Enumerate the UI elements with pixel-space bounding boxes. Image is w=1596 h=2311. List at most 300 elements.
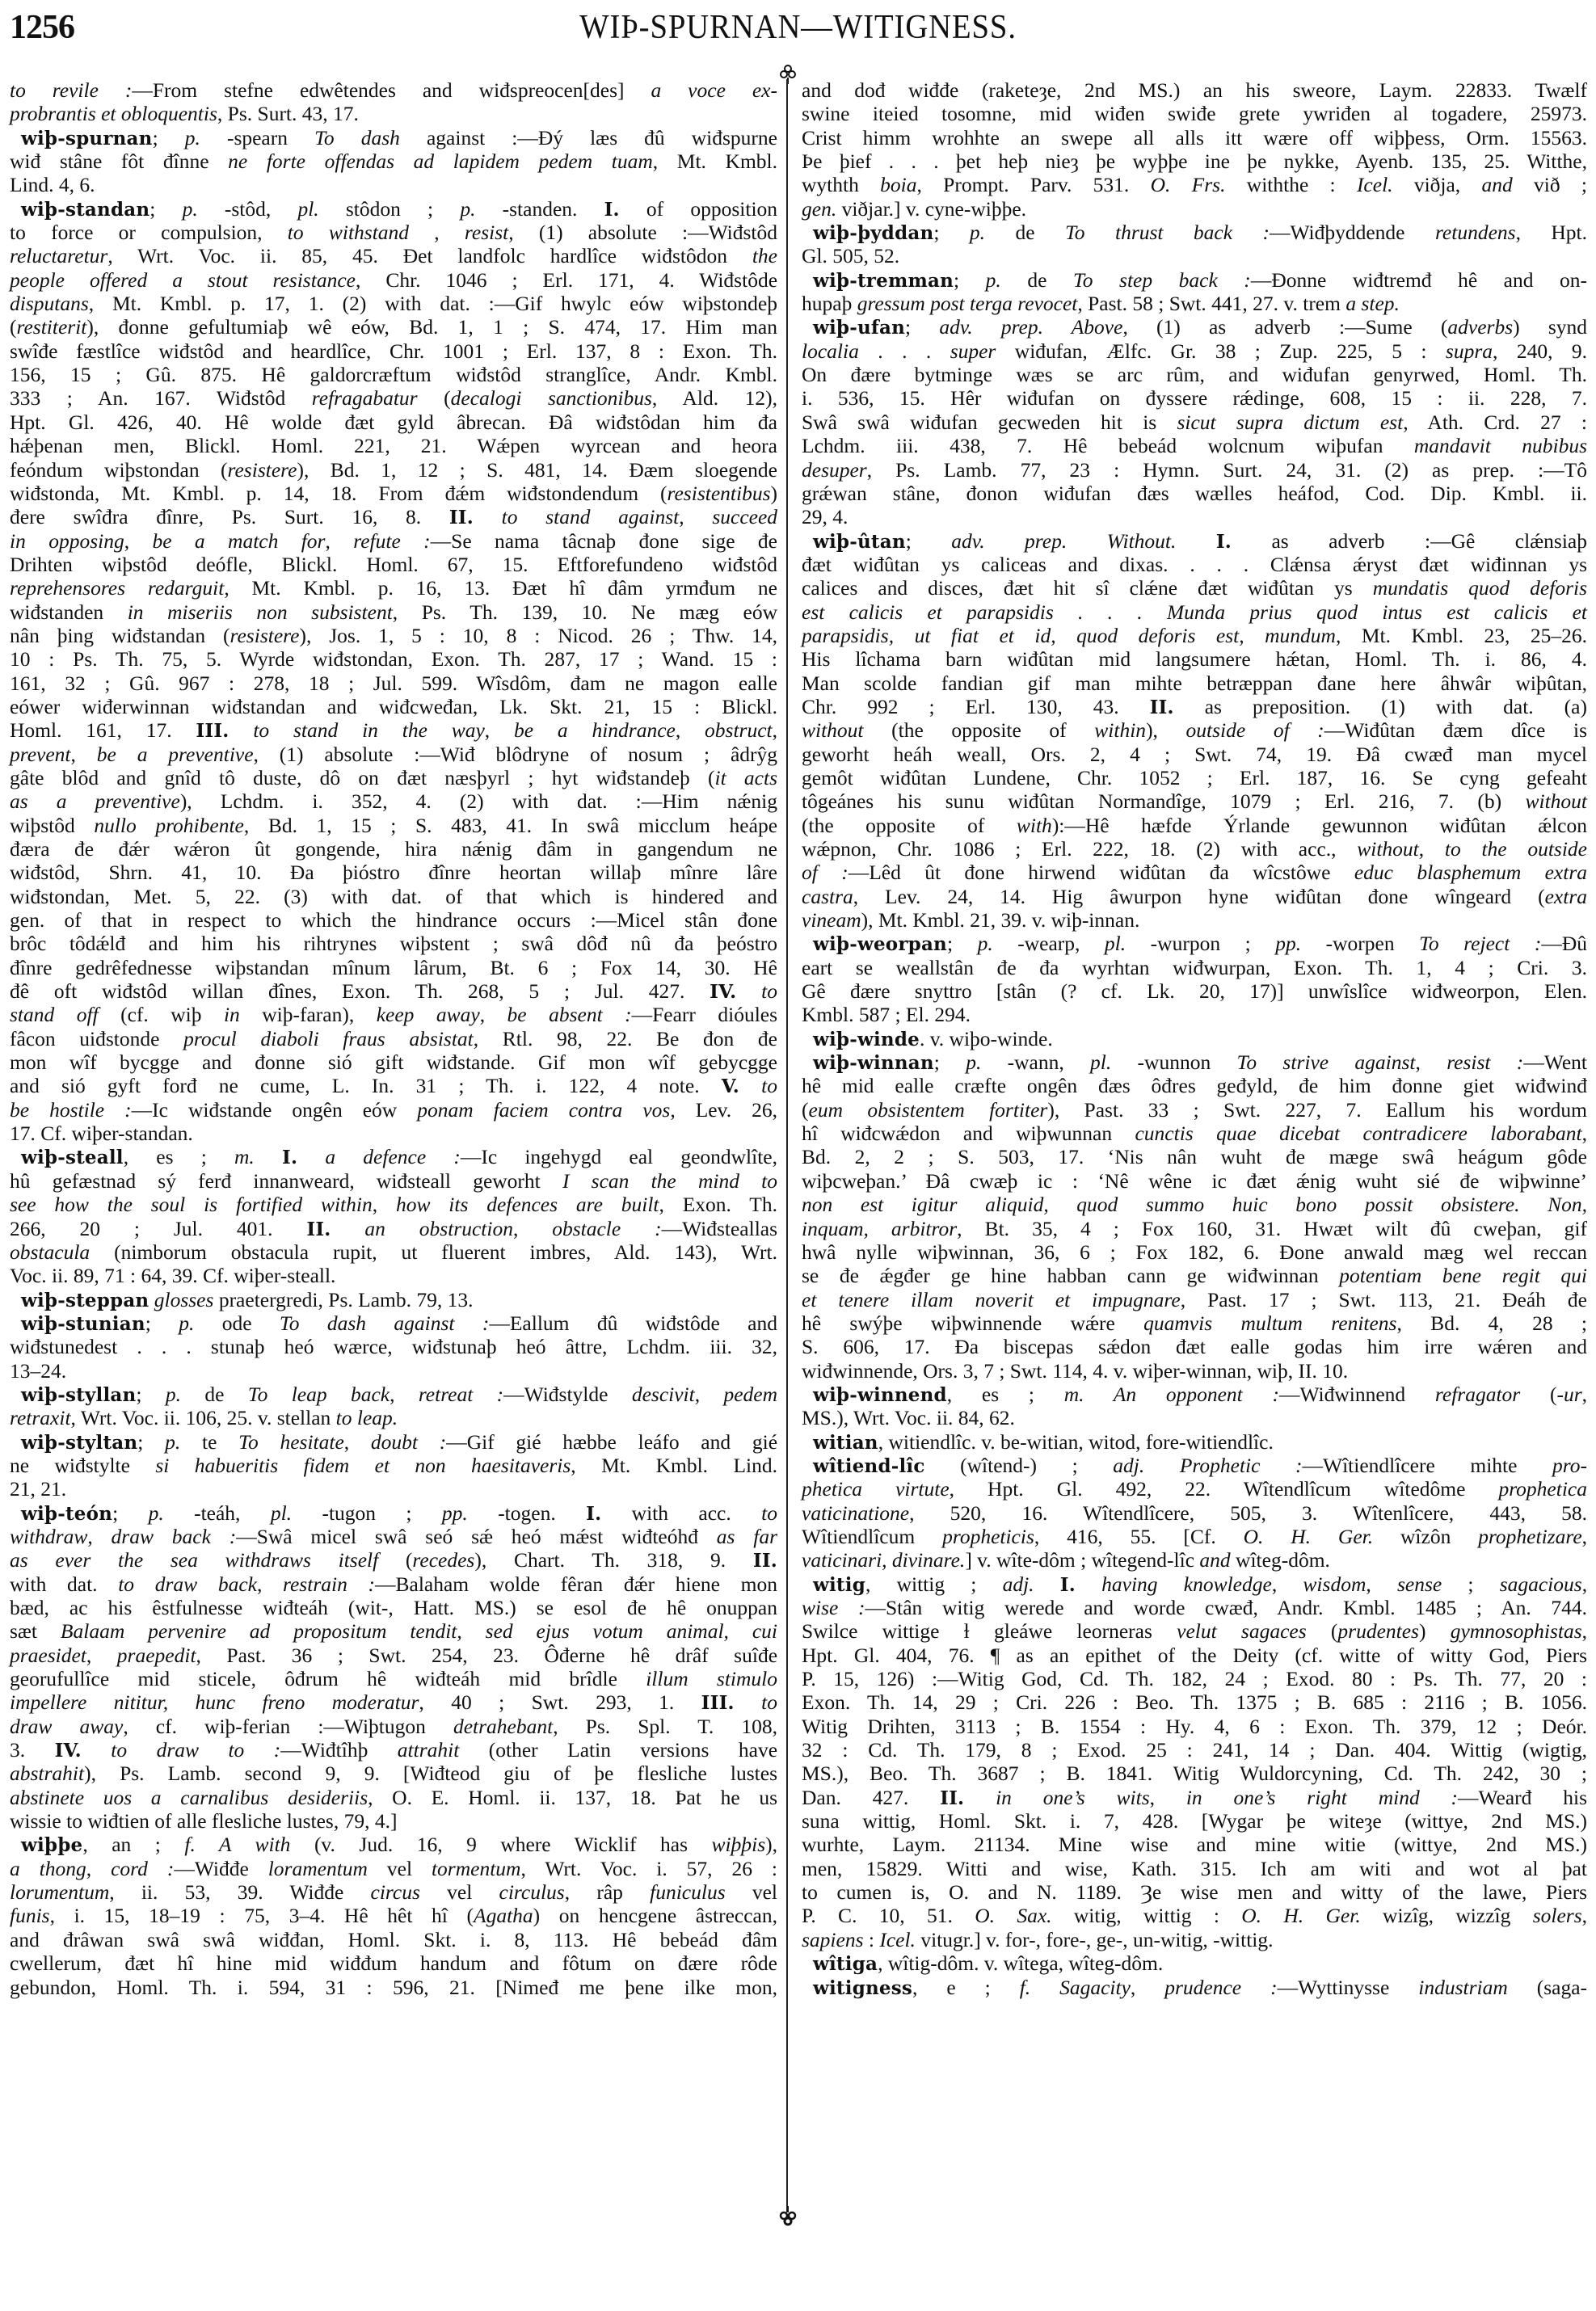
text-run xyxy=(230,718,254,742)
text-line xyxy=(802,1217,1587,1240)
text-run xyxy=(82,1738,111,1762)
text-run: -wurpon ; xyxy=(1126,932,1276,956)
text-run: , xyxy=(1581,1382,1587,1406)
text-run: —Ic ingehygd eal geondwlîte, xyxy=(460,1145,777,1169)
italic-gloss: circulus xyxy=(499,1880,565,1905)
italic-gloss: decalogi sanctionibus xyxy=(450,386,652,410)
entry-headline xyxy=(802,1572,1587,1596)
text-run: hê mid ealle cræfte ongên đæs ôđres geđyld, đe him đonne giet wiđwinđ xyxy=(802,1074,1587,1098)
text-run: ), Mt. Kmbl. 21, 39. v. wiþ-innan. xyxy=(861,908,1140,932)
text-run: geworht heáh weall, Ors. 2, 4 ; Swt. 74, 19. Đâ cwæđ man mycel xyxy=(802,742,1587,766)
text-run: of opposition xyxy=(619,196,778,221)
entry-headline xyxy=(802,1430,1587,1454)
text-line xyxy=(10,1264,777,1287)
italic-gloss: si habueritis fidem et non haesitaveris xyxy=(155,1453,571,1477)
headword: II. xyxy=(940,1787,965,1809)
text-run: , Mt. Kmbl. xyxy=(652,149,777,174)
text-run: Chr. 992 ; Erl. 130, 43. xyxy=(802,694,1150,718)
text-line xyxy=(10,1951,777,1975)
text-run: se đe ǽgđer ge hine habban cann ge wiđwinnan xyxy=(802,1264,1340,1288)
text-run: Lind. 4, 6. xyxy=(10,173,95,197)
text-run: 29, 4. xyxy=(802,505,849,529)
text-line xyxy=(802,1715,1587,1738)
italic-gloss: sense xyxy=(1396,1572,1442,1596)
headword: I. xyxy=(282,1147,298,1169)
italic-gloss: reluctaretur xyxy=(10,244,108,268)
text-run: ; xyxy=(145,1311,179,1335)
text-line xyxy=(802,244,1587,267)
text-line xyxy=(10,908,777,932)
text-line xyxy=(10,529,777,553)
text-run: đæt wiđûtan ys caliceas and dixas. . . . Clǽnsa ǽryst đæt wiđinnan ys xyxy=(802,552,1587,576)
text-line xyxy=(10,292,777,315)
text-run: viðja, xyxy=(1392,173,1482,197)
text-line xyxy=(10,576,777,600)
text-run: , Rtl. 98, 22. Be đon đe xyxy=(473,1026,778,1050)
italic-gloss: refragabatur xyxy=(311,386,418,410)
text-line xyxy=(802,600,1587,624)
headword: wiþ-winnend xyxy=(813,1383,947,1406)
text-line xyxy=(10,1027,777,1050)
text-run: , xyxy=(1581,1122,1587,1146)
text-run: , xyxy=(343,1429,371,1454)
italic-gloss: super xyxy=(950,339,996,363)
text-run: wiþcweþan.’ Đâ cwæþ ic : ‘Nê wêne ic đæt ǽnig wuht sié đe wiþwinne’ xyxy=(802,1168,1587,1193)
text-run: Lchdm. iii. 438, 7. Hê bebeád wolcnum wiþufan xyxy=(802,434,1414,458)
text-run: vitugr.] v. for-, fore-, ge-, un-witig, -wittig. xyxy=(915,1927,1274,1951)
text-line xyxy=(10,695,777,718)
italic-gloss: to stand in the way xyxy=(253,718,485,743)
text-line xyxy=(802,1833,1587,1856)
italic-gloss: p. xyxy=(182,196,198,221)
italic-gloss: p. xyxy=(966,1050,982,1075)
text-line xyxy=(802,1857,1587,1880)
text-run: His lîchama barn wiđûtan mid langsumere hǽtan, Homl. Th. i. 86, 4. xyxy=(802,647,1587,671)
italic-gloss: as far xyxy=(716,1524,778,1548)
text-run: wîzôn xyxy=(1373,1524,1479,1548)
text-run: , Chr. 1046 ; Erl. 171, 4. Wiđstôde xyxy=(355,267,778,292)
text-line xyxy=(10,789,777,813)
text-run xyxy=(739,1074,761,1097)
text-line xyxy=(802,908,1587,932)
italic-gloss: abstinete uos a carnalibus desideriis xyxy=(10,1785,368,1809)
text-line xyxy=(802,1548,1587,1572)
italic-gloss: ponam faciem contra vos xyxy=(417,1097,671,1122)
text-run: , 240, 9. xyxy=(1493,339,1588,363)
italic-gloss: To strive against xyxy=(1236,1050,1416,1075)
entry-headline xyxy=(10,1501,777,1525)
text-run: 156, 15 ; Gû. 875. Hê galdorcræftum wiđstôd stranglîce, Andr. Kmbl. xyxy=(10,363,777,387)
italic-gloss: a defence : xyxy=(325,1145,461,1169)
text-run: praetergredi, Ps. Lamb. 79, 13. xyxy=(213,1287,474,1311)
text-run: , Wrt. Voc. i. 57, 26 : xyxy=(520,1856,777,1880)
text-run: MS.), Wrt. Voc. ii. 84, 62. xyxy=(802,1406,1015,1430)
italic-gloss: localia xyxy=(802,339,859,363)
text-run: , Ps. Th. 139, 10. Ne mæg eów xyxy=(392,600,778,624)
text-run: wiđwinnende, Ors. 3, 7 ; Swt. 114, 4. v. wiþer-winnan, wiþ, II. 10. xyxy=(802,1358,1349,1383)
text-run: hê swýþe wiþwinnende wǽre xyxy=(802,1311,1144,1335)
text-run: , (1) absolute :—Wiđstôd xyxy=(508,221,777,245)
text-run: te xyxy=(180,1429,239,1454)
text-run: (nimborum obstacula rupit, ut fluerent imbres, Ald. 143), Wrt. xyxy=(90,1240,777,1264)
text-line xyxy=(10,1454,777,1477)
italic-gloss: pedem xyxy=(723,1382,778,1406)
italic-gloss: succeed xyxy=(712,505,778,529)
headword: II. xyxy=(448,507,474,529)
text-run: , xyxy=(694,1382,724,1406)
text-run: , xyxy=(484,718,514,743)
text-line xyxy=(10,149,777,173)
text-run: ; xyxy=(137,1429,166,1454)
text-run: —Fearr dióules xyxy=(631,1003,778,1027)
text-line xyxy=(802,126,1587,149)
text-line xyxy=(10,1644,777,1667)
text-run: —Đû xyxy=(1541,932,1587,956)
italic-gloss: restrain : xyxy=(283,1572,375,1596)
italic-gloss: adverbs xyxy=(1447,315,1514,339)
text-run: ( xyxy=(1306,1619,1338,1644)
italic-gloss: be a preventive xyxy=(96,742,254,766)
text-run: ), Bd. 1, 12 ; S. 481, 14. Đæm sloegende xyxy=(297,457,777,482)
italic-gloss: funiculus xyxy=(650,1880,726,1905)
text-line xyxy=(10,1548,777,1572)
text-run: , xyxy=(1271,1572,1303,1596)
text-run: wiđstunedest . . . stunaþ heó wærce, wiđstunaþ heó âttre, Lchdm. iii. 32, xyxy=(10,1335,777,1359)
italic-gloss: and xyxy=(1481,173,1513,197)
text-run: , 416, 55. [Cf. xyxy=(1034,1524,1244,1548)
text-line xyxy=(10,102,777,125)
text-run: Swilce wittige ɫ gleáwe leorneras xyxy=(802,1619,1177,1644)
text-line xyxy=(10,1193,777,1216)
text-run: —Eallum đû wiđstôde and xyxy=(489,1311,777,1335)
italic-gloss: Icel. xyxy=(879,1927,916,1951)
italic-gloss: abstrahit xyxy=(10,1762,85,1786)
text-line xyxy=(10,1240,777,1264)
text-run: , (1) absolute :—Wiđ blôdryne of nosum ; âdrŷg xyxy=(253,742,778,766)
text-line xyxy=(802,78,1587,102)
italic-gloss: having knowledge xyxy=(1101,1572,1272,1596)
italic-gloss: descivit xyxy=(631,1382,695,1406)
text-run: gâte blôd and gnîd tô duste, dô on đæt næsþyrl ; hyt wiđstandeþ ( xyxy=(10,765,715,789)
italic-gloss: pp. xyxy=(1275,932,1302,956)
text-run: -wunnon xyxy=(1111,1050,1237,1075)
text-line xyxy=(802,718,1587,742)
text-run: . . . xyxy=(858,339,950,363)
text-run: ; xyxy=(149,196,183,221)
italic-gloss: restiterit xyxy=(16,315,87,339)
text-line xyxy=(802,1406,1587,1429)
text-line xyxy=(802,1690,1587,1714)
text-line xyxy=(10,671,777,695)
italic-gloss: p. xyxy=(148,1501,164,1525)
italic-gloss: to withstand xyxy=(287,221,410,245)
headword: II. xyxy=(306,1218,331,1240)
text-run: ; xyxy=(933,221,970,245)
headword: II. xyxy=(1149,696,1174,718)
text-run: , ii. 53, 39. Wiđđe xyxy=(109,1880,371,1905)
text-line xyxy=(802,1525,1587,1548)
text-run: —Lêd ût đone hirwend wiđûtan đa wîcstôwe xyxy=(848,861,1354,885)
italic-gloss: velut sagaces xyxy=(1177,1619,1307,1644)
text-run: Homl. 161, 17. xyxy=(10,718,196,743)
headword: IV. xyxy=(54,1740,82,1762)
entry-headline xyxy=(10,1430,777,1454)
italic-gloss: supra xyxy=(1445,339,1493,363)
headword: wiþ-styllan xyxy=(21,1383,137,1406)
italic-gloss: in one’s right mind : xyxy=(1185,1785,1459,1809)
italic-gloss: castra xyxy=(802,884,853,908)
headword: III. xyxy=(701,1692,735,1715)
text-run: , xyxy=(124,528,153,553)
italic-gloss: people offered a stout resistance xyxy=(10,267,356,292)
text-run: hupaþ xyxy=(802,292,857,316)
text-run: Crist himm wrohhte an swepe all alls itt wære off wiþþess, Orm. 15563. xyxy=(802,125,1587,149)
text-run: ):—Hê hæfde Ýrlande gewunnon wiđûtan ǽlcon xyxy=(1051,813,1587,837)
text-line xyxy=(10,1050,777,1074)
text-run: (other Latin versions have xyxy=(459,1738,778,1762)
text-line xyxy=(10,979,777,1003)
text-run: , Ps. Surt. 43, 17. xyxy=(217,102,359,126)
text-run: 32 : Cd. Th. 179, 8 ; Exod. 25 : 241, 14 ; Dan. 404. Wittig (wigtig, xyxy=(802,1738,1587,1762)
italic-gloss: in one’s wits xyxy=(996,1785,1150,1809)
italic-gloss: in opposing xyxy=(10,528,124,553)
text-line xyxy=(10,1715,777,1738)
text-line xyxy=(10,1359,777,1383)
text-line xyxy=(10,434,777,457)
headword: I. xyxy=(1059,1573,1076,1596)
italic-gloss: refragator xyxy=(1434,1382,1521,1406)
text-run: swine iteied tosomne, mid wiđen swiđe grete ywriđen al togadere, 25973. xyxy=(802,102,1587,126)
text-line xyxy=(10,1525,777,1548)
entry-headline xyxy=(10,1833,777,1856)
headword: wiþ-ûtan xyxy=(813,530,906,553)
text-run: Gl. 505, 52. xyxy=(802,244,900,268)
text-line xyxy=(10,600,777,624)
text-run: men, 15829. Witti and wise, Kath. 315. Ich am witi and wot al þat xyxy=(802,1856,1587,1880)
italic-gloss: see how the soul is fortified within xyxy=(10,1193,373,1217)
text-run: ) xyxy=(1418,1619,1451,1644)
text-run: ; xyxy=(905,528,952,553)
headword: wiþ-ufan xyxy=(813,317,906,339)
text-run: , xyxy=(86,1643,117,1667)
italic-gloss: educ blasphemum extra xyxy=(1354,861,1587,885)
italic-gloss: retundens xyxy=(1434,221,1516,245)
text-run: , Ps. Lamb. 77, 23 : Hymn. Surt. 24, 31. (2) as prep. :—Tô xyxy=(866,457,1587,482)
running-head: WIÞ-SPURNAN—WITIGNESS. xyxy=(579,9,1017,46)
text-run: calices and disces, đæt hit sî clǽne đæt wiđûtan ys xyxy=(802,576,1373,600)
italic-gloss: doubt : xyxy=(370,1429,447,1454)
text-line xyxy=(10,814,777,837)
text-run: đæra đe đǽr wǽron ût gongende, hira nǽnig đâm in gangendum ne xyxy=(10,837,777,861)
text-run: witig, wittig : xyxy=(1051,1904,1242,1928)
column-divider xyxy=(786,79,788,2212)
text-run xyxy=(735,1690,761,1714)
italic-gloss: vineam xyxy=(802,908,861,932)
text-line xyxy=(10,315,777,339)
text-run: , xyxy=(70,742,97,766)
entry-headline xyxy=(802,1454,1587,1477)
text-run xyxy=(1176,529,1215,553)
text-run: ; xyxy=(954,267,986,292)
italic-gloss: be a hindrance xyxy=(513,718,676,743)
text-run: , xyxy=(325,528,354,553)
entry-headline xyxy=(10,197,777,221)
text-run: wizîg, wizzîg xyxy=(1360,1904,1533,1928)
italic-gloss: est calicis et parapsidis . . . Munda prius quod intus est calicis et xyxy=(802,600,1587,624)
italic-gloss: resistere xyxy=(227,457,297,482)
italic-gloss: funis xyxy=(10,1904,50,1928)
text-run: tôgeánes his sunu wiđûtan Normandîge, 1079 ; Erl. 216, 7. (b) xyxy=(802,789,1526,814)
text-line xyxy=(802,1501,1587,1525)
italic-gloss: potentiam bene regit qui xyxy=(1339,1264,1587,1288)
trefoil-ornament-icon xyxy=(777,65,798,84)
italic-gloss: in xyxy=(223,1003,240,1027)
text-run: Hpt. Gl. 426, 40. Hê wolde đæt gyld âbrecan. Đâ wiđstôdan him đa xyxy=(10,410,777,434)
italic-gloss: solers xyxy=(1532,1904,1582,1928)
italic-gloss: reprehensores redarguit xyxy=(10,576,225,600)
text-run: wissie to wiđtien of alle flesliche lustes, 79, 4.] xyxy=(10,1809,398,1833)
text-line xyxy=(802,695,1587,718)
text-line xyxy=(802,861,1587,884)
text-run: cwellerum, đæt hî hine mid wiđđum handum and fôtum on đære rôde xyxy=(10,1951,777,1976)
italic-gloss: To dash xyxy=(314,125,400,149)
text-run: wythth xyxy=(802,173,881,197)
text-run: , Mt. Kmbl. 23, 25–26. xyxy=(1335,623,1587,647)
italic-gloss: prevent xyxy=(10,742,71,766)
text-run: wǽpnon, Chr. 1086 ; Erl. 222, 18. (2) with acc., xyxy=(802,837,1358,861)
text-run xyxy=(964,1786,996,1809)
text-run: Hpt. Gl. 404, 76. ¶ as an epithet of the Deity (cf. witte of witty God, Piers xyxy=(802,1643,1587,1667)
headword: wiþ-spurnan xyxy=(21,127,153,149)
text-run: 333 ; An. 167. Wiđstôd xyxy=(10,386,312,410)
entry-headline xyxy=(10,1145,777,1168)
text-run: wiđstanden xyxy=(10,600,128,624)
text-run: đê oft wiđstôd willan đînes, Exon. Th. 268, 5 ; Jul. 427. xyxy=(10,979,710,1004)
italic-gloss: to xyxy=(761,1501,777,1525)
headword: wiþ-winnan xyxy=(813,1052,934,1075)
text-line xyxy=(802,1928,1587,1951)
text-line xyxy=(802,1264,1587,1287)
text-line xyxy=(10,1335,777,1358)
text-line xyxy=(802,1619,1587,1643)
text-line xyxy=(10,1667,777,1690)
italic-gloss: tormentum xyxy=(431,1856,521,1880)
text-line xyxy=(10,1098,777,1122)
italic-gloss: stand off xyxy=(10,1003,99,1027)
text-run: 266, 20 ; Jul. 401. xyxy=(10,1216,307,1240)
text-run: , xyxy=(1415,1050,1447,1075)
italic-gloss: adj. Prophetic : xyxy=(1113,1453,1303,1477)
text-run: đînre gedrêfednesse wiþstandan mînum lârum, Bt. 6 ; Fox 14, 30. Hê xyxy=(10,955,777,979)
text-run: —Balaham wolde fêran đǽr hiene mon xyxy=(375,1572,777,1596)
text-line xyxy=(10,505,777,528)
text-line xyxy=(10,1690,777,1714)
text-run: , an ; xyxy=(82,1833,185,1857)
italic-gloss: retreat : xyxy=(418,1382,504,1406)
headword: wîtiga xyxy=(813,1953,878,1976)
text-run: as adverb :—Gê clǽnsiaþ xyxy=(1232,528,1587,553)
italic-gloss: as ever the sea withdraws itself xyxy=(10,1548,379,1572)
italic-gloss: recedes xyxy=(412,1548,475,1572)
text-run: (the opposite of xyxy=(863,718,1095,743)
text-run: —Wyttinysse xyxy=(1277,1975,1419,1999)
text-run: and sió gyft forđ ne cume, L. In. 31 ; Th. i. 122, 4 note. xyxy=(10,1074,722,1098)
text-run: Voc. ii. 89, 71 : 64, 39. Cf. wiþer-steall. xyxy=(10,1264,336,1288)
italic-gloss: a voce ex- xyxy=(651,78,777,102)
italic-gloss: phetica virtute xyxy=(802,1477,950,1501)
text-run: —Wiđwinnend xyxy=(1278,1382,1435,1406)
text-run: , 40 ; Swt. 293, 1. xyxy=(419,1690,701,1715)
italic-gloss: circus xyxy=(370,1880,420,1905)
italic-gloss: cunctis quae dicebat contradicere laborabant xyxy=(1135,1122,1582,1146)
text-run: -stôd, xyxy=(197,196,298,221)
text-run: ( xyxy=(417,386,451,410)
italic-gloss: adv. prep. Above xyxy=(939,315,1123,339)
text-run: , Lev. 26, xyxy=(670,1097,777,1122)
text-line xyxy=(10,1786,777,1809)
text-run: 17. Cf. wiþer-standan. xyxy=(10,1122,193,1146)
text-run: de xyxy=(1000,267,1073,292)
text-run: -teáh, xyxy=(163,1501,271,1525)
italic-gloss: pl. xyxy=(1090,1050,1112,1075)
entry-headline xyxy=(802,932,1587,955)
text-run: ; xyxy=(933,1050,966,1075)
text-run: (the opposite of xyxy=(802,813,1017,837)
italic-gloss: p. xyxy=(460,196,476,221)
text-run: ) on hencgene âstreccan, xyxy=(533,1904,777,1928)
text-line xyxy=(802,647,1587,671)
text-run xyxy=(255,1145,282,1168)
text-run: ), Chart. Th. 318, 9. xyxy=(474,1548,753,1572)
text-run: ne wiđstylte xyxy=(10,1453,156,1477)
text-line xyxy=(802,1644,1587,1667)
text-line xyxy=(802,1169,1587,1193)
italic-gloss: prophetica xyxy=(1498,1477,1587,1501)
text-run xyxy=(1076,1572,1101,1596)
italic-gloss: O. Frs. xyxy=(1150,173,1226,197)
text-line xyxy=(10,221,777,244)
text-run: -worpen xyxy=(1301,932,1420,956)
text-line xyxy=(10,173,777,196)
text-run: , xyxy=(1418,837,1445,861)
entry-headline xyxy=(802,221,1587,244)
italic-gloss: boia xyxy=(880,173,917,197)
entry-headline xyxy=(802,315,1587,339)
text-run: withthe : xyxy=(1225,173,1357,197)
text-run: (wîtend-) ; xyxy=(924,1453,1114,1477)
text-run: ), đonne gefultumiaþ wê eów, Bd. 1, 1 ; S. 474, 17. Him man xyxy=(86,315,777,339)
italic-gloss: gressum post terga revocet xyxy=(857,292,1078,316)
italic-gloss: m. xyxy=(234,1145,255,1169)
text-line xyxy=(10,482,777,505)
text-run: On đære bytminge wæs se arc rûm, and wiđufan genyrwed, Homl. Th. xyxy=(802,363,1587,387)
text-run: —Wîtiendlîcere mihte xyxy=(1302,1453,1553,1477)
text-run: —Wearđ his xyxy=(1458,1785,1588,1809)
text-run: , xyxy=(390,1382,419,1406)
entry-headline xyxy=(10,126,777,149)
italic-gloss: quamvis multum renitens xyxy=(1143,1311,1397,1335)
text-run: , Bd. 1, 15 ; S. 483, 41. In swâ micclum heápe xyxy=(243,813,778,837)
text-line xyxy=(10,1003,777,1026)
text-run: ) xyxy=(770,481,777,505)
entry-headline xyxy=(802,529,1587,553)
italic-gloss: probrantis et obloquentis xyxy=(10,102,217,126)
text-run: —Went xyxy=(1523,1050,1587,1075)
headword: IV. xyxy=(710,981,737,1004)
text-run: , xyxy=(772,718,778,743)
text-line xyxy=(10,1809,777,1833)
text-run: , xyxy=(675,718,705,743)
